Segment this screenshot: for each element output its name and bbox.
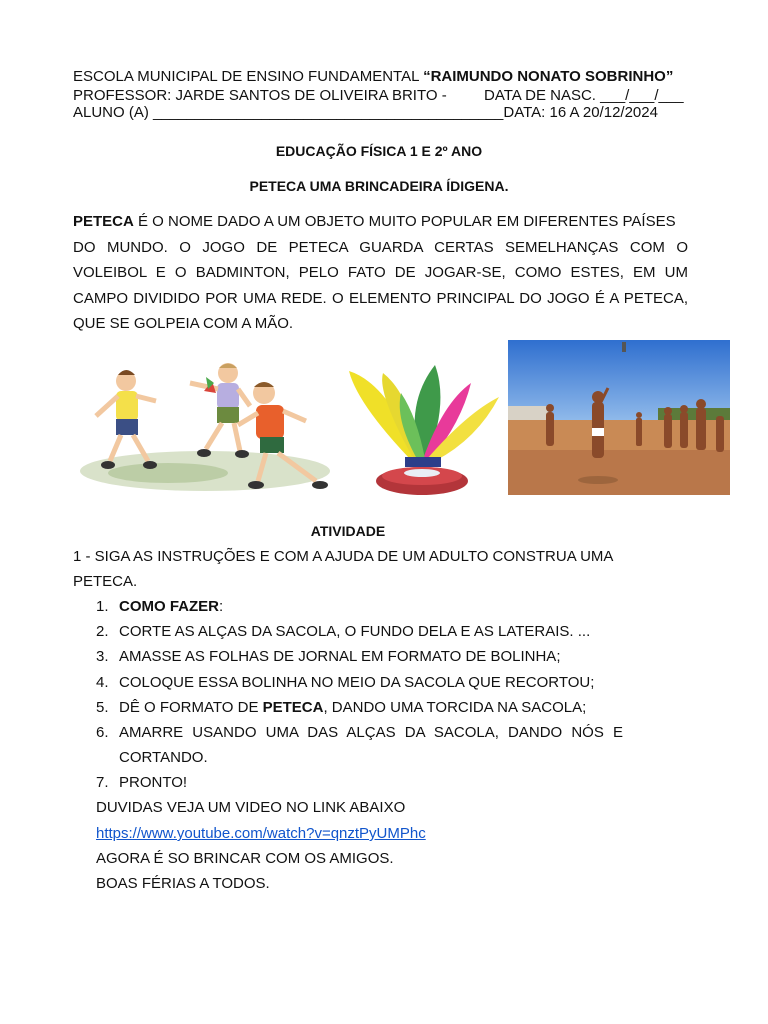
student-line: ALUNO (A) __________________________________________DATA: 16 A 20/12/2024	[73, 104, 658, 121]
instruction-line-2: PETECA.	[73, 573, 138, 590]
document-page: ESCOLA MUNICIPAL DE ENSINO FUNDAMENTAL “RAIMUNDO NONATO SOBRINHO” PROFESSOR: JARDE SANTOS DE OLIVEIRA BRITO - DATA DE NASC. ___/___/___ ALUNO (A) __________________________________________DATA: 16 A 20/12/2024 EDUCAÇÃO FÍSICA 1 E 2º ANO PETECA UMA BRINCADEIRA ÍDIGENA. PETECA É O NOME DADO A UM OBJETO MUITO POPULAR EM DIFERENTES PAÍSES DO MUNDO. O JOGO DE PETECA GUARDA CERTAS SEMELHANÇAS COM O VOLEIBOL E O BADMINTON, PELO FATO DE JOGAR-SE, COMO ESTES, EM UM CAMPO DIVIDIDO POR UMA REDE. O ELEMENTO PRINCIPAL DO JOGO É A PETECA, QUE SE GOLPEIA COM A MÃO. ATIVIDADE 1 - SIGA AS INSTRUÇÕES E COM A AJUDA DE UM ADULTO CONSTRUA UMA PETECA. 1. COMO FAZER: 2. CORTE AS ALÇAS DA SACOLA, O FUNDO DELA E AS LATERAIS. ... 3. AMASSE AS FOLHAS DE JORNAL EM FORMATO DE BOLINHA; 4. COLOQUE ESSA BOLINHA NO MEIO DA SACOLA QUE RECORTOU; 5. DÊ O FORMATO DE PETECA, DANDO UMA TORCIDA NA SACOLA; 6. AMARRE USANDO UMA DAS ALÇAS DA SACOLA, DANDO NÓS E CORTANDO. 7. PRONTO! DUVIDAS VEJA UM VIDEO NO LINK ABAIXO https://www.youtube.com/watch?v=qnztPyUMPhc AGORA É SO BRINCAR COM OS AMIGOS. BOAS FÉRIAS A TODOS.	[0, 0, 768, 1024]
illustrations-row	[0, 339, 768, 499]
professor-line: PROFESSOR: JARDE SANTOS DE OLIVEIRA BRITO -	[73, 87, 447, 104]
school-name: “RAIMUNDO NONATO SOBRINHO”	[423, 68, 674, 85]
indigenous-game-photo	[508, 340, 730, 495]
intro-line-3: VOLEIBOL E O BADMINTON, PELO FATO DE JOGAR-SE, COMO ESTES, EM UM	[73, 264, 688, 281]
farewell-text: BOAS FÉRIAS A TODOS.	[96, 875, 270, 892]
intro-line-5: QUE SE GOLPEIA COM A MÃO.	[73, 315, 294, 332]
school-line	[73, 68, 673, 86]
video-link[interactable]: https://www.youtube.com/watch?v=qnztPyUMPhc	[96, 825, 426, 842]
intro-bold-word: PETECA	[73, 213, 134, 230]
intro-line-1: PETECA É O NOME DADO A UM OBJETO MUITO POPULAR EM DIFERENTES PAÍSES	[73, 213, 676, 230]
birth-date-field: DATA DE NASC. ___/___/___	[484, 87, 684, 104]
peteca-image	[347, 363, 502, 499]
intro-line-4: CAMPO DIVIDIDO POR UMA REDE. O ELEMENTO PRINCIPAL DO JOGO É A PETECA,	[73, 289, 688, 307]
subject-title: EDUCAÇÃO FÍSICA 1 E 2º ANO	[275, 143, 483, 159]
page-title: PETECA UMA BRINCADEIRA ÍDIGENA.	[249, 178, 509, 194]
doubts-text: DUVIDAS VEJA UM VIDEO NO LINK ABAIXO	[96, 799, 406, 816]
instruction-line-1: 1 - SIGA AS INSTRUÇÕES E COM A AJUDA DE UM ADULTO CONSTRUA UMA	[73, 548, 614, 565]
intro-paragraph	[73, 209, 688, 337]
intro-line-2: DO MUNDO. O JOGO DE PETECA GUARDA CERTAS SEMELHANÇAS COM O	[73, 238, 688, 256]
activity-heading: ATIVIDADE	[310, 523, 386, 539]
children-playing-image	[78, 361, 332, 493]
how-to-label: COMO FAZER	[119, 598, 219, 615]
school-prefix: ESCOLA MUNICIPAL DE ENSINO FUNDAMENTAL	[73, 68, 424, 85]
play-text: AGORA É SO BRINCAR COM OS AMIGOS.	[96, 850, 394, 867]
